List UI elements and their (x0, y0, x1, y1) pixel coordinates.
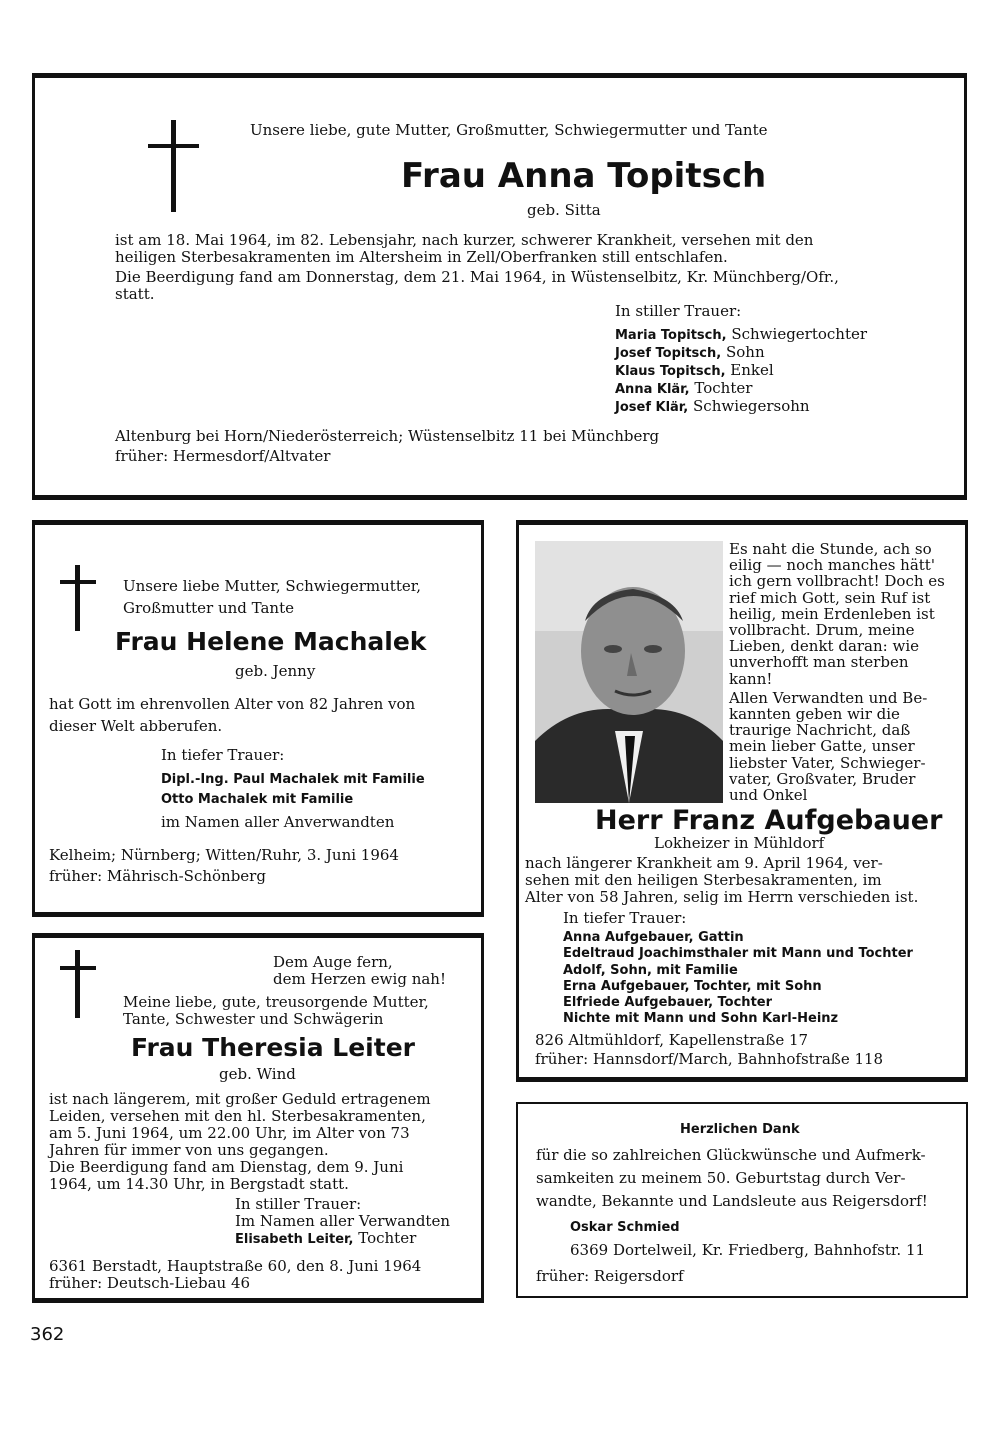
ad5-signer: Oskar Schmied (570, 1220, 680, 1235)
ad5-address: 6369 Dortelweil, Kr. Friedberg, Bahnhofstr. 11 (570, 1241, 926, 1259)
cross-icon (171, 120, 176, 212)
ad3-intro: Meine liebe, gute, treusorgende Mutter, Tante, Schwester und Schwägerin (123, 993, 429, 1028)
cross-icon (75, 950, 80, 1018)
ad3-mourners: In stiller Trauer: Im Namen aller Verwandten Elisabeth Leiter, Tochter (235, 1195, 450, 1247)
ad1-formerly: früher: Hermesdorf/Altvater (115, 447, 331, 465)
ad1-intro: Unsere liebe, gute Mutter, Großmutter, Schwiegermutter und Tante (250, 121, 768, 139)
ad4-footer: 826 Altmühldorf, Kapellenstraße 17 früher: Hannsdorf/March, Bahnhofstraße 118 (535, 1031, 884, 1068)
ad1-mourning: In stiller Trauer: (615, 302, 742, 320)
ad2-mourning: In tiefer Trauer: (161, 746, 285, 764)
obituary-theresia-leiter (32, 933, 484, 1303)
ad3-footer: 6361 Berstadt, Hauptstraße 60, den 8. Juni 1964 früher: Deutsch-Liebau 46 (49, 1257, 422, 1292)
cross-icon-bar (148, 144, 199, 148)
obituary-franz-aufgebauer (516, 520, 968, 1082)
ad5-formerly: früher: Reigersdorf (536, 1267, 684, 1285)
obituary-anna-topitsch (32, 73, 967, 500)
ad1-name: Frau Anna Topitsch (401, 156, 767, 196)
ad1-mourners: Maria Topitsch, Schwiegertochter Josef Topitsch, Sohn Klaus Topitsch, Enkel Anna Klär, Tochter Josef Klär, Schwiegersohn (615, 325, 868, 415)
ad4-job: Lokheizer in Mühldorf (654, 834, 825, 852)
ad1-born: geb. Sitta (527, 201, 601, 219)
ad2-name: Frau Helene Machalek (115, 627, 427, 656)
ad2-born: geb. Jenny (235, 662, 316, 680)
ad3-name: Frau Theresia Leiter (131, 1033, 415, 1062)
portrait-photo (535, 541, 723, 803)
ad1-text: ist am 18. Mai 1964, im 82. Lebensjahr, nach kurzer, schwerer Krankheit, versehen mit den heiligen Sterbesakramenten im Altersheim in Zell/Oberfranken still entschlafen. Die Beerdigung fand am Donnerstag, dem 21. Mai 1964, in Wüstenselbitz, Kr. Münchberg/Ofr., statt. (115, 231, 839, 303)
ad2-intro: Unsere liebe Mutter, Schwiegermutter, Großmutter und Tante (123, 577, 422, 617)
ad4-mourning: In tiefer Trauer: (563, 909, 687, 927)
page-number: 362 (30, 1324, 65, 1345)
ad2-text: hat Gott im ehrenvollen Alter von 82 Jahren von dieser Welt abberufen. (49, 695, 416, 735)
ad1-place: Altenburg bei Horn/Niederösterreich; Wüstenselbitz 11 bei Münchberg (115, 427, 660, 445)
cross-icon-bar (60, 966, 96, 970)
cross-icon-bar (60, 580, 96, 584)
ad2-mourners: Dipl.-Ing. Paul Machalek mit Familie Otto Machalek mit Familie im Namen aller Anverwandten (161, 772, 425, 831)
ad5-text: für die so zahlreichen Glückwünsche und Aufmerk- samkeiten zu meinem 50. Geburtstag durch Ver- wandte, Bekannte und Landsleute aus Reigersdorf! (536, 1146, 928, 1210)
portrait-image (535, 541, 723, 803)
ad2-formerly: früher: Mährisch-Schönberg (49, 867, 266, 885)
thank-you-notice (516, 1102, 968, 1298)
obituary-helene-machalek (32, 520, 484, 917)
ad5-title: Herzlichen Dank (680, 1122, 800, 1137)
ad4-poem: Es naht die Stunde, ach so eilig — noch manches hätt' ich gern vollbracht! Doch es rief mich Gott, sein Ruf ist heilig, mein Erdenleben ist vollbracht. Drum, meine Lieben, denkt daran: wie unverhofft man sterben kann! Allen Verwandten und Be- kannten geben wir die traurige Nachricht, daß mein lieber Gatte, unser liebster Vater, Schwieger- vater, Großvater, Bruder und Onkel (729, 540, 945, 805)
ad4-mourners: Anna Aufgebauer, Gattin Edeltraud Joachimsthaler mit Mann und Tochter Adolf, Sohn, mit Familie Erna Aufgebauer, Tochter, mit Sohn Elfriede Aufgebauer, Tochter Nichte mit Mann und Sohn Karl-Heinz (563, 930, 913, 1027)
ad3-text: ist nach längerem, mit großer Geduld ertragenem Leiden, versehen mit den hl. Sterbesakramenten, am 5. Juni 1964, um 22.00 Uhr, im Alter von 73 Jahren für immer von uns gegangen. Die Beerdigung fand am Dienstag, dem 9. Juni 1964, um 14.30 Uhr, in Bergstadt statt. (49, 1090, 431, 1193)
ad3-motto: Dem Auge fern, dem Herzen ewig nah! (273, 953, 446, 988)
ad2-place: Kelheim; Nürnberg; Witten/Ruhr, 3. Juni 1964 (49, 846, 399, 864)
ad4-text: nach längerer Krankheit am 9. April 1964, ver- sehen mit den heiligen Sterbesakramenten, im Alter von 58 Jahren, selig im Herrn verschieden ist. (525, 854, 919, 906)
ad3-born: geb. Wind (219, 1065, 296, 1083)
ad4-name: Herr Franz Aufgebauer (595, 805, 943, 836)
cross-icon (75, 565, 80, 631)
